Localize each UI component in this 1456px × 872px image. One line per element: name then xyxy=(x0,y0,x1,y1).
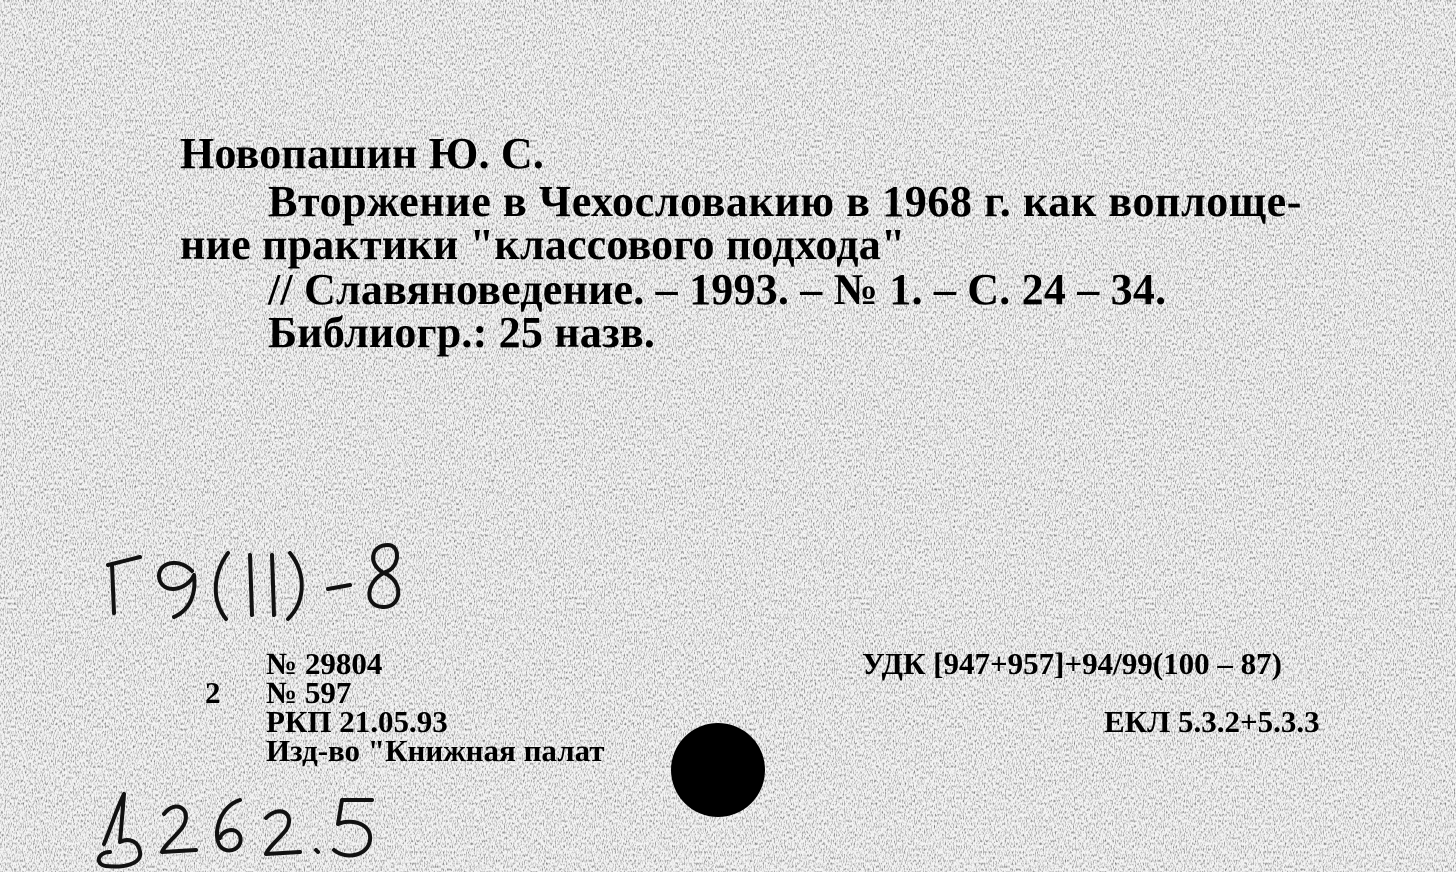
card-number: № 29804 xyxy=(266,646,383,681)
udk-code: УДК [947+957]+94/99(100 – 87) xyxy=(862,646,1282,681)
secondary-number: № 597 xyxy=(266,675,352,710)
source-line: // Славяноведение. – 1993. – № 1. – С. 24 – 34. xyxy=(268,265,1167,314)
handwritten-classification-code xyxy=(100,535,430,625)
author-heading: Новопашин Ю. С. xyxy=(180,129,545,178)
rkp-date: РКП 21.05.93 xyxy=(266,704,448,739)
handwritten-shelf-mark xyxy=(80,780,380,870)
title-line-1: Вторжение в Чехословакию в 1968 г. как воплоще- xyxy=(268,177,1303,226)
punched-hole xyxy=(671,723,765,817)
ekl-code: ЕКЛ 5.3.2+5.3.3 xyxy=(1104,704,1320,739)
copies-count: 2 xyxy=(205,675,221,710)
bibliography-note: Библиогр.: 25 назв. xyxy=(268,308,656,357)
title-line-2: ние практики "классового подхода" xyxy=(180,220,906,269)
publisher-line: Изд-во "Книжная палат xyxy=(266,733,605,768)
